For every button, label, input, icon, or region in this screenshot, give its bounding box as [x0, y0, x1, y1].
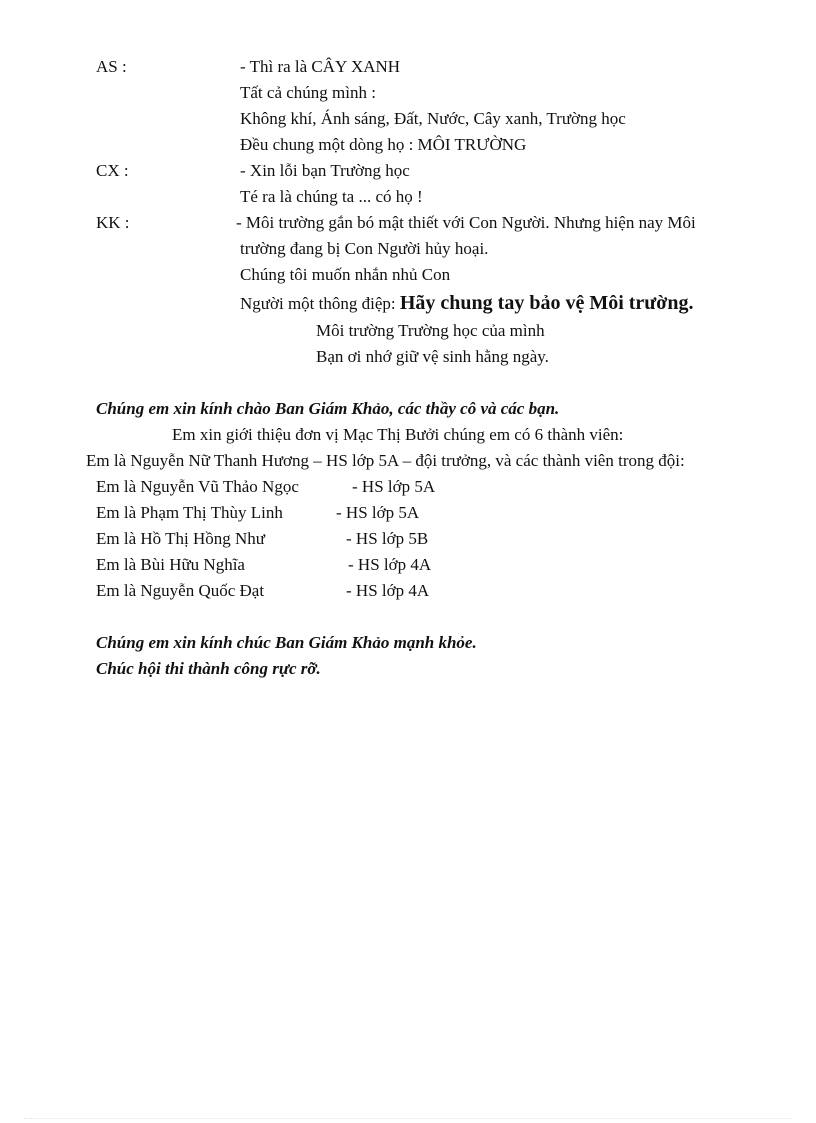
dialogue-line: trường đang bị Con Người hủy hoại. [240, 239, 489, 258]
speaker-label: CX : [96, 161, 129, 180]
leader-line: Em là Nguyễn Nữ Thanh Hương – HS lớp 5A – đội trưởng, và các thành viên trong đội: [86, 451, 685, 470]
dialogue-line: Chúng tôi muốn nhắn nhủ Con [240, 265, 451, 284]
dialogue-line: - Môi trường gắn bó mật thiết với Con Người. Nhưng hiện nay Môi [236, 213, 696, 232]
member-name: Em là Phạm Thị Thùy Linh [96, 503, 283, 522]
dialogue-line: Té ra là chúng ta ... có họ ! [240, 187, 423, 206]
dialogue-line: - Xin lỗi bạn Trường học [240, 161, 410, 180]
member-name: Em là Nguyễn Vũ Thảo Ngọc [96, 477, 299, 496]
unit-intro-line: Em xin giới thiệu đơn vị Mạc Thị Bưởi chúng em có 6 thành viên: [172, 425, 624, 444]
member-class: - HS lớp 4A [348, 555, 432, 574]
member-name: Em là Hồ Thị Hồng Như [96, 529, 265, 548]
dialogue-line: - Thì ra là CÂY XANH [240, 57, 401, 76]
member-class: - HS lớp 5A [352, 477, 436, 496]
closing-line: Chúc hội thi thành công rực rỡ. [96, 659, 321, 678]
dialogue-line: Đều chung một dòng họ : MÔI TRƯỜNG [240, 135, 527, 154]
closing-line: Chúng em xin kính chúc Ban Giám Khảo mạnh khỏe. [96, 633, 477, 652]
member-class: - HS lớp 5B [346, 529, 429, 548]
speaker-label: KK : [96, 213, 130, 232]
dialogue-line: Tất cả chúng mình : [240, 83, 376, 102]
member-name: Em là Nguyễn Quốc Đạt [96, 581, 265, 600]
message-line [240, 290, 694, 317]
message-slogan: Hãy chung tay bảo vệ Môi trường. [399, 292, 694, 314]
dialogue-line: Không khí, Ánh sáng, Đất, Nước, Cây xanh, Trường học [240, 109, 626, 128]
verse-line: Bạn ơi nhớ giữ vệ sinh hằng ngày. [316, 347, 549, 366]
greeting-line: Chúng em xin kính chào Ban Giám Khảo, các thầy cô và các bạn. [96, 399, 560, 418]
speaker-label: AS : [96, 57, 127, 76]
member-class: - HS lớp 5A [336, 503, 420, 522]
message-prefix: Người một thông điệp: [240, 294, 400, 313]
member-class: - HS lớp 4A [346, 581, 430, 600]
page-bottom-rule [24, 1118, 792, 1119]
verse-line: Môi trường Trường học của mình [316, 321, 545, 340]
member-name: Em là Bùi Hữu Nghĩa [96, 555, 245, 574]
